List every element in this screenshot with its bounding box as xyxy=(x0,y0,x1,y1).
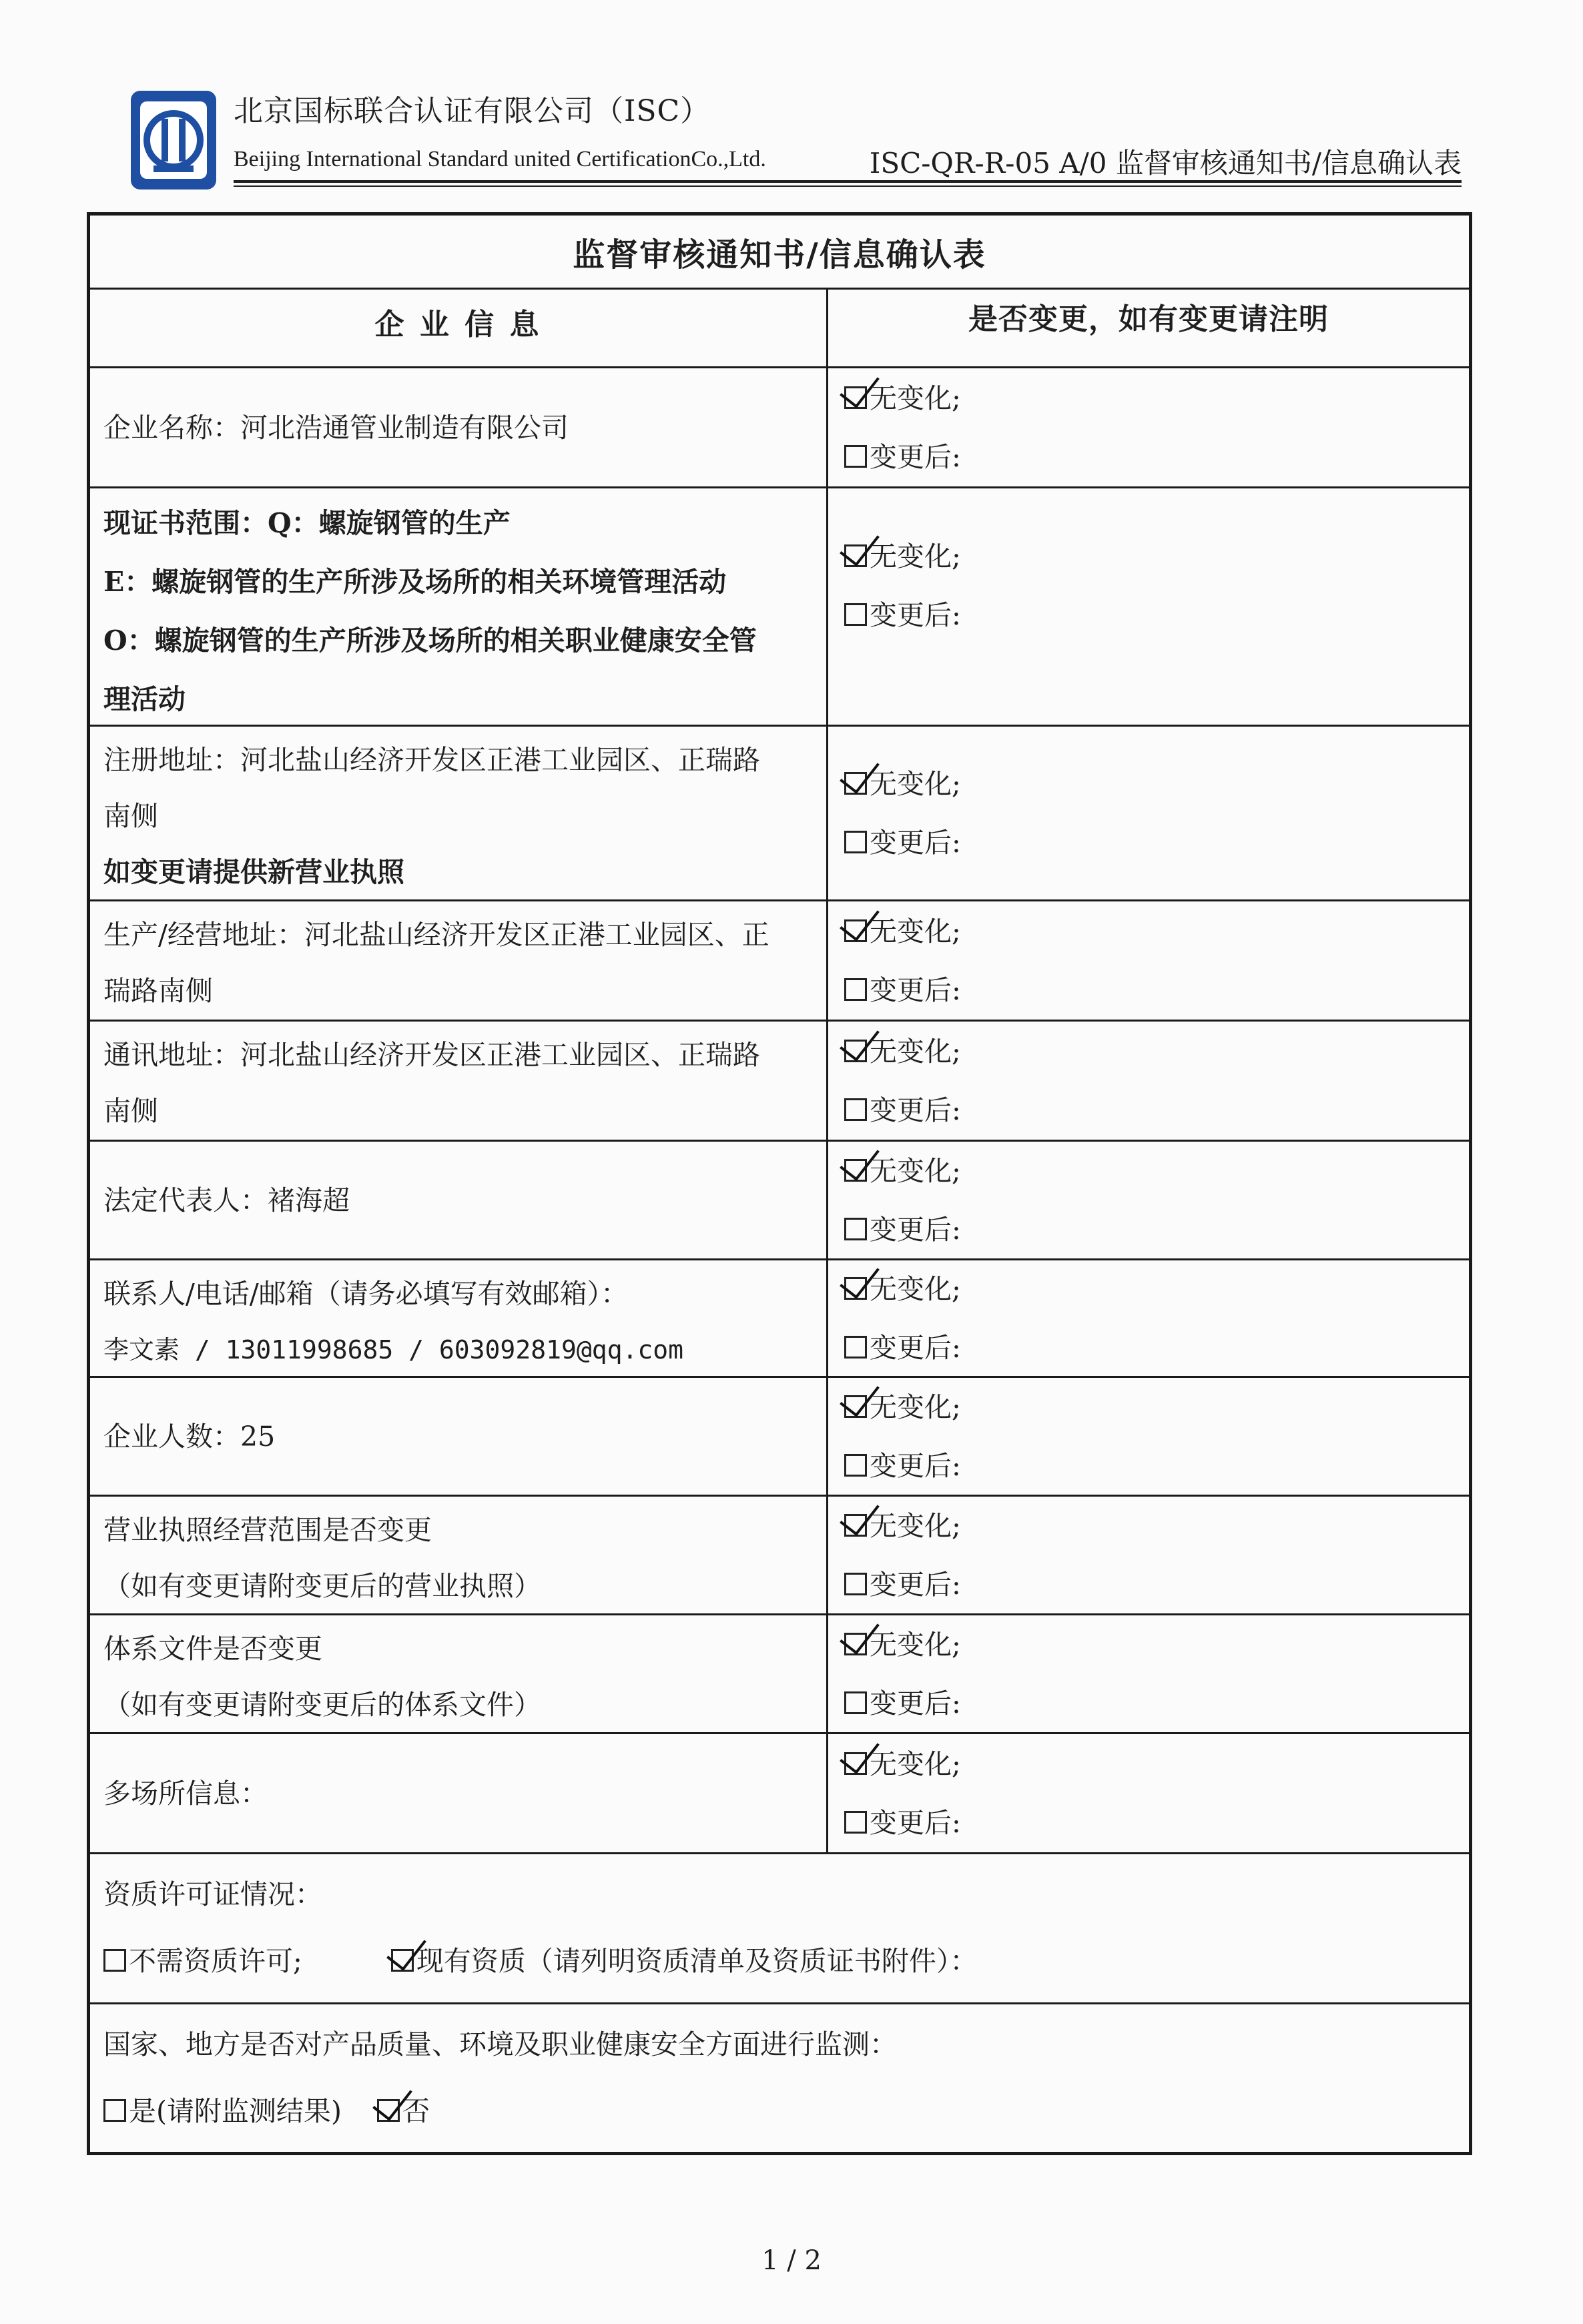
checkbox[interactable] xyxy=(844,1336,867,1359)
address-line: 注册地址：河北盐山经济开发区正港工业园区、正瑞路 xyxy=(103,744,760,776)
changed-label: 变更后: xyxy=(870,1094,961,1126)
system-documents-note: （如有变更请附变更后的体系文件） xyxy=(103,1689,541,1721)
row-mailing-address xyxy=(90,1022,1469,1142)
company-name-field xyxy=(90,368,828,486)
contact-label: 联系人/电话/邮箱（请务必填写有效邮箱）： xyxy=(103,1278,629,1310)
change-options xyxy=(828,1615,1469,1732)
row-production-address xyxy=(90,901,1469,1022)
monitoring-label: 国家、地方是否对产品质量、环境及职业健康安全方面进行监测： xyxy=(103,2028,897,2060)
changed-option[interactable] xyxy=(844,1318,1453,1377)
monitoring-yes-option[interactable] xyxy=(103,2078,342,2145)
changed-option[interactable] xyxy=(844,1081,1453,1140)
system-documents-label: 体系文件是否变更 xyxy=(103,1633,322,1665)
business-scope-field xyxy=(90,1497,828,1613)
row-system-documents xyxy=(90,1615,1469,1734)
scope-line: E：螺旋钢管的生产所涉及场所的相关环境管理活动 xyxy=(103,566,727,598)
system-documents-field xyxy=(90,1615,828,1732)
changed-label: 变更后: xyxy=(870,440,961,473)
address-line: 南侧 xyxy=(103,1095,158,1127)
checkbox-checked[interactable] xyxy=(844,1633,867,1655)
checkbox-checked[interactable] xyxy=(844,386,867,409)
changed-option[interactable] xyxy=(844,1674,1453,1733)
legal-representative-field xyxy=(90,1142,828,1258)
changed-option[interactable] xyxy=(844,1555,1453,1614)
changed-option[interactable] xyxy=(844,1794,1453,1852)
no-change-option[interactable] xyxy=(844,1378,1453,1437)
no-change-label: 无变化; xyxy=(870,1391,961,1423)
changed-label: 变更后: xyxy=(870,1806,961,1839)
checkbox[interactable] xyxy=(844,1573,867,1595)
registered-address-field xyxy=(90,727,828,899)
changed-label: 变更后: xyxy=(870,1213,961,1246)
no-change-label: 无变化; xyxy=(870,1035,961,1068)
business-scope-label: 营业执照经营范围是否变更 xyxy=(103,1514,432,1546)
mailing-address-field xyxy=(90,1022,828,1140)
row-contact xyxy=(90,1260,1469,1378)
row-employee-count xyxy=(90,1378,1469,1497)
legal-representative-text: 法定代表人：褚海超 xyxy=(103,1184,350,1216)
checkbox[interactable] xyxy=(103,1949,126,1972)
certificate-scope-field xyxy=(90,488,828,725)
no-change-label: 无变化; xyxy=(870,1154,961,1187)
checkbox[interactable] xyxy=(844,1691,867,1714)
company-name-text: 企业名称：河北浩通管业制造有限公司 xyxy=(103,411,569,444)
no-change-option[interactable] xyxy=(844,1497,1453,1555)
page-number: 1 / 2 xyxy=(761,2245,822,2276)
address-line: 瑞路南侧 xyxy=(103,975,213,1007)
checkbox-checked[interactable] xyxy=(844,1395,867,1418)
form-title: 监督审核通知书/信息确认表 xyxy=(90,216,1469,290)
has-qualification-option[interactable] xyxy=(391,1928,978,1994)
change-options xyxy=(828,1734,1469,1852)
no-change-option[interactable] xyxy=(844,1142,1453,1200)
contact-field xyxy=(90,1260,828,1376)
monitoring-no-label: 否 xyxy=(402,2095,430,2127)
changed-label: 变更后: xyxy=(870,1449,961,1482)
changed-label: 变更后: xyxy=(870,1568,961,1601)
changed-option[interactable] xyxy=(844,586,1453,645)
scope-line: O：螺旋钢管的生产所涉及场所的相关职业健康安全管 xyxy=(103,625,757,657)
column-header-info: 企 业 信 息 xyxy=(90,290,828,366)
header-divider xyxy=(234,180,1462,183)
checkbox-checked[interactable] xyxy=(844,1159,867,1182)
no-change-option[interactable] xyxy=(844,902,1453,961)
checkbox-checked[interactable] xyxy=(844,1514,867,1537)
no-change-option[interactable] xyxy=(844,527,1453,586)
checkbox-checked[interactable] xyxy=(377,2099,400,2122)
document-code: ISC-QR-R-05 A/0 监督审核通知书/信息确认表 xyxy=(869,147,1462,179)
no-qualification-option[interactable] xyxy=(103,1928,302,1994)
business-scope-note: （如有变更请附变更后的营业执照） xyxy=(103,1570,541,1602)
checkbox-checked[interactable] xyxy=(391,1949,414,1972)
changed-option[interactable] xyxy=(844,961,1453,1020)
row-legal-representative xyxy=(90,1142,1469,1260)
checkbox-checked[interactable] xyxy=(844,1040,867,1062)
confirmation-form xyxy=(87,212,1472,2155)
no-change-option[interactable] xyxy=(844,1022,1453,1081)
checkbox[interactable] xyxy=(844,1454,867,1477)
checkbox[interactable] xyxy=(844,978,867,1001)
address-line: 生产/经营地址：河北盐山经济开发区正港工业园区、正 xyxy=(103,919,769,951)
has-qualification-label: 现有资质（请列明资质清单及资质证书附件）： xyxy=(416,1945,978,1977)
changed-option[interactable] xyxy=(844,1200,1453,1259)
change-options xyxy=(828,901,1469,1020)
no-change-label: 无变化; xyxy=(870,1272,961,1305)
checkbox[interactable] xyxy=(844,1218,867,1240)
address-line: 南侧 xyxy=(103,800,158,832)
changed-label: 变更后: xyxy=(870,1331,961,1364)
change-options xyxy=(828,727,1469,899)
monitoring-yes-label: 是(请附监测结果) xyxy=(129,2095,342,2127)
change-options xyxy=(828,1142,1469,1258)
change-options xyxy=(828,1378,1469,1495)
qualification-label: 资质许可证情况： xyxy=(103,1878,322,1910)
column-header-row xyxy=(90,290,1469,368)
company-name-en: Beijing International Standard united CertificationCo.,Ltd. xyxy=(234,147,766,171)
row-registered-address xyxy=(90,727,1469,901)
checkbox-checked[interactable] xyxy=(844,919,867,942)
scope-line: 理活动 xyxy=(103,683,186,715)
checkbox[interactable] xyxy=(844,1098,867,1121)
change-options xyxy=(828,1022,1469,1140)
changed-option[interactable] xyxy=(844,813,1453,872)
no-change-option[interactable] xyxy=(844,1260,1453,1318)
qualification-section xyxy=(90,1854,1469,2004)
no-change-label: 无变化; xyxy=(870,540,961,572)
qualification-options xyxy=(103,1928,1456,1994)
change-options xyxy=(828,368,1469,486)
row-company-name xyxy=(90,368,1469,488)
changed-label: 变更后: xyxy=(870,974,961,1006)
no-change-label: 无变化; xyxy=(870,382,961,414)
checkbox-checked[interactable] xyxy=(844,544,867,567)
change-options xyxy=(828,488,1469,725)
no-change-label: 无变化; xyxy=(870,1628,961,1661)
scope-line: 现证书范围：Q：螺旋钢管的生产 xyxy=(103,507,511,539)
no-change-label: 无变化; xyxy=(870,915,961,947)
changed-label: 变更后: xyxy=(870,826,961,859)
no-change-label: 无变化; xyxy=(870,1748,961,1780)
employee-count-text: 企业人数：25 xyxy=(103,1420,276,1453)
checkbox[interactable] xyxy=(844,445,867,468)
no-change-label: 无变化; xyxy=(870,767,961,800)
monitoring-options xyxy=(103,2078,1456,2145)
changed-option[interactable] xyxy=(844,428,1453,486)
row-multi-site xyxy=(90,1734,1469,1854)
production-address-field xyxy=(90,901,828,1020)
change-options xyxy=(828,1497,1469,1613)
changed-label: 变更后: xyxy=(870,599,961,631)
company-name-cn: 北京国标联合认证有限公司（ISC） xyxy=(234,94,711,128)
header-divider-thin xyxy=(234,185,1462,187)
monitoring-section xyxy=(90,2004,1469,2151)
checkbox-checked[interactable] xyxy=(844,772,867,795)
multi-site-label: 多场所信息： xyxy=(103,1777,268,1810)
changed-label: 变更后: xyxy=(870,1687,961,1719)
row-business-scope xyxy=(90,1497,1469,1615)
checkbox[interactable] xyxy=(844,603,867,626)
change-options xyxy=(828,1260,1469,1376)
monitoring-no-option[interactable] xyxy=(377,2078,430,2145)
column-header-change: 是否变更，如有变更请注明 xyxy=(968,302,1329,336)
license-note: 如变更请提供新营业执照 xyxy=(103,856,404,888)
checkbox[interactable] xyxy=(103,2099,126,2122)
checkbox-checked[interactable] xyxy=(844,1277,867,1300)
address-line: 通讯地址：河北盐山经济开发区正港工业园区、正瑞路 xyxy=(103,1039,760,1071)
checkbox[interactable] xyxy=(844,831,867,853)
no-change-option[interactable] xyxy=(844,755,1453,813)
company-logo-icon xyxy=(127,87,220,193)
no-change-option[interactable] xyxy=(844,1735,1453,1794)
checkbox-checked[interactable] xyxy=(844,1752,867,1775)
no-change-label: 无变化; xyxy=(870,1509,961,1542)
multi-site-field xyxy=(90,1734,828,1852)
no-change-option[interactable] xyxy=(844,1615,1453,1674)
document-header xyxy=(127,80,1462,193)
contact-value: 李文素 / 13011998685 / 603092819@qq.com xyxy=(103,1335,683,1365)
no-qualification-label: 不需资质许可; xyxy=(129,1945,302,1977)
checkbox[interactable] xyxy=(844,1811,867,1834)
changed-option[interactable] xyxy=(844,1437,1453,1495)
row-certificate-scope xyxy=(90,488,1469,727)
no-change-option[interactable] xyxy=(844,369,1453,428)
employee-count-field xyxy=(90,1378,828,1495)
